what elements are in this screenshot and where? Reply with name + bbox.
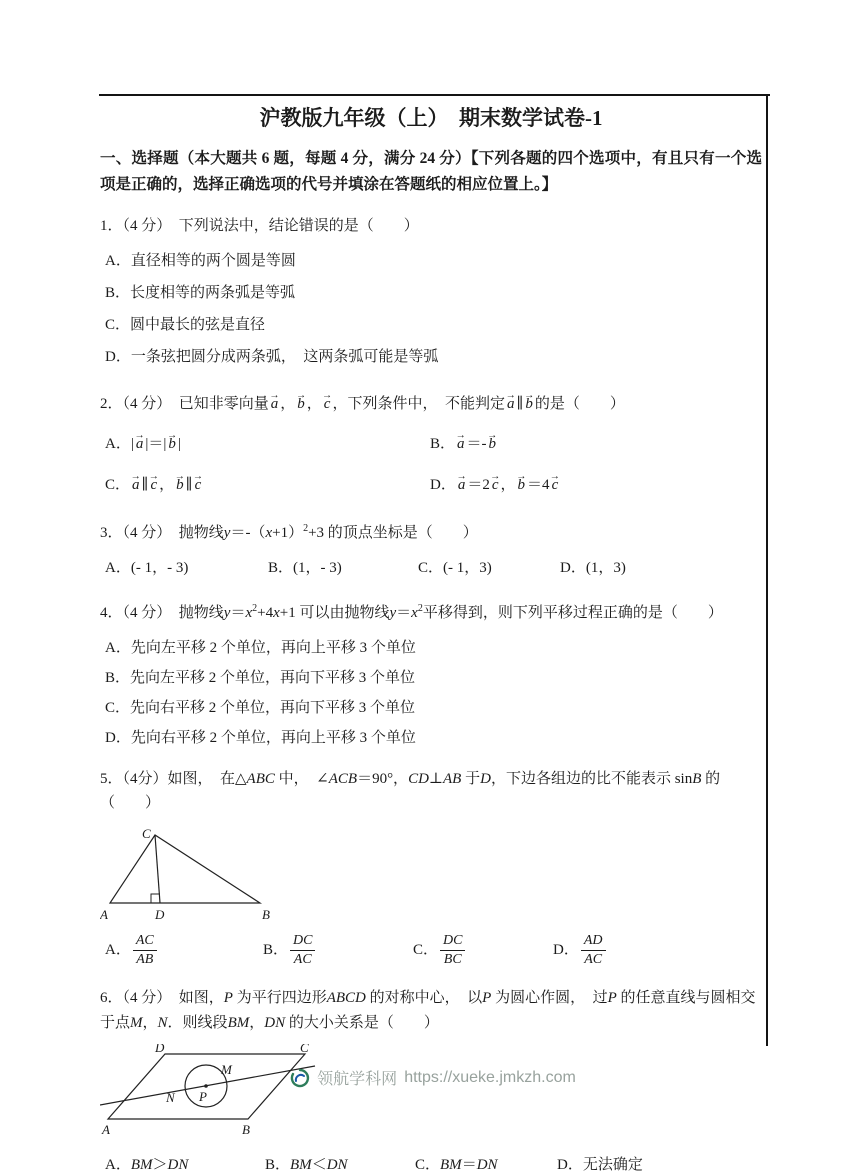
question-2-option-a: A．| a → |＝| b → | [105,430,430,458]
question-4-stem: 4．（4 分） 抛物线$y=x^2+4x+1$ 可以由抛物线$y=x^2$平移得到，则下列平移过程正确的是（ ） [100,603,723,621]
question-5-option-c [413,933,553,968]
question-6-option-b: B．BM＜DN [265,1157,348,1174]
page-border-top [99,94,770,96]
fraction-denominator: AC [293,952,312,968]
vertex-label-d: D [155,1044,165,1056]
section-header: 一、选择题（本大题共 6 题，每题 4 分，满分 24 分）【下列各题的四个选项中，有且只有一个选项是正确的，选择正确选项的代号并填涂在答题纸的相应位置上。】 [100,150,762,193]
question-2-option-b: B． a → ＝- b → [430,430,762,458]
question-5-option-b [263,933,413,968]
vertex-label-b: B [262,907,270,922]
fraction-numerator: DC [290,933,315,951]
question-4-option-a: A．先向左平移 2 个单位，再向上平移 3 个单位 [105,640,416,656]
question-3-options [100,557,762,579]
question-3-option-a: A．(- 1，- 3) [105,560,189,576]
question-1-option-a: A．直径相等的两个圆是等圆 [105,253,296,269]
question-4-option-d: D．先向右平移 2 个单位，再向上平移 3 个单位 [105,730,416,746]
site-logo-icon [290,1068,310,1088]
option-label: D． [553,942,579,959]
question-3-stem: 3．（4 分） 抛物线$y=-(x+1)^2+3$ 的顶点坐标是（ ） [100,523,478,541]
fraction-denominator: BC [443,952,462,968]
question-4-option-c: C．先向右平移 2 个单位，再向下平移 3 个单位 [105,700,416,716]
vertex-label-c: C [142,826,151,841]
vertex-label-a: A [100,907,108,922]
question-2-option-c: C． a → ∥ c → ， b → ∥ c → [105,471,430,499]
question-6-options [100,1154,762,1176]
question-3 [100,517,762,579]
point-label-p: P [199,1089,207,1105]
page-footer [0,1066,866,1093]
fraction [290,933,315,968]
point-label-n: N [166,1090,175,1106]
question-1 [100,214,762,368]
question-4-option-b: B．先向左平移 2 个单位，再向下平移 3 个单位 [105,670,416,686]
exam-paper [100,103,762,1176]
question-3-option-b: B．(1，- 3) [268,560,342,576]
parallelogram-figure [100,1044,320,1142]
question-1-option-b: B．长度相等的两条弧是等弧 [105,285,296,301]
vertex-label-d: D [155,907,165,922]
page-title: 沪教版九年级（上） 期末数学试卷-1 [259,106,603,130]
footer-site-name: 领航学科网 [317,1071,398,1088]
question-6-option-a: A．BM＞DN [105,1157,189,1174]
question-6-stem: 6．（4 分） 如图，P 为平行四边形ABCD 的对称中心， 以P 为圆心作圆， 过P 的任意直线与圆相交于点M，N．则线段BM，DN 的大小关系是（ ） [100,990,756,1032]
question-5-stem: 5．（4分）如图， 在△ABC 中， ∠ACB＝90°，CD⊥AB 于D，下边各组边的比不能表示 sinB 的（ ） [100,771,721,811]
fraction-numerator: DC [440,933,465,951]
question-1-stem: 1．（4 分） 下列说法中，结论错误的是（ ） [100,218,419,234]
fraction-numerator: AD [581,933,606,951]
question-5-option-a [105,933,263,968]
fraction-denominator: AB [136,952,154,968]
question-5-figure [100,825,762,925]
question-3-option-d: D．(1，3) [560,560,626,576]
question-6-figure [100,1044,762,1142]
question-5-options [100,933,762,968]
point-label-m: M [221,1062,232,1078]
question-1-option-d: D．一条弦把圆分成两条弧， 这两条弧可能是等弧 [105,349,439,365]
question-6-option-c: C．BM＝DN [415,1157,498,1174]
fraction [440,933,465,968]
question-5 [100,767,762,968]
question-1-option-c: C．圆中最长的弦是直径 [105,317,266,333]
fraction [581,933,606,968]
question-3-option-c: C．(- 1，3) [418,560,492,576]
vertex-label-a: A [102,1122,110,1138]
question-2-option-d: D． a → ＝2 c → ， b → ＝4 c → [430,471,762,499]
question-5-option-d [553,933,762,968]
triangle-figure [100,825,285,925]
option-label: C． [413,942,439,959]
option-label: A． [105,942,131,959]
question-2 [100,390,762,499]
question-2-stem: 2．（4 分） 已知非零向量 a → ， b → ， c → ，下列条件中， 不能判定 a → ∥ b → 的是（ ） [100,390,762,418]
page-border-right [766,94,768,1046]
fraction-denominator: AC [584,952,603,968]
vertex-label-b: B [242,1122,250,1138]
footer-site-url[interactable]: https://xueke.jmkzh.com [404,1068,576,1086]
vertex-label-c: C [300,1044,309,1056]
question-4 [100,597,762,749]
option-label: B． [263,942,289,959]
question-2-options [100,430,762,499]
fraction-numerator: AC [133,933,157,951]
question-6-option-d: D．无法确定 [557,1157,643,1174]
fraction [133,933,157,968]
